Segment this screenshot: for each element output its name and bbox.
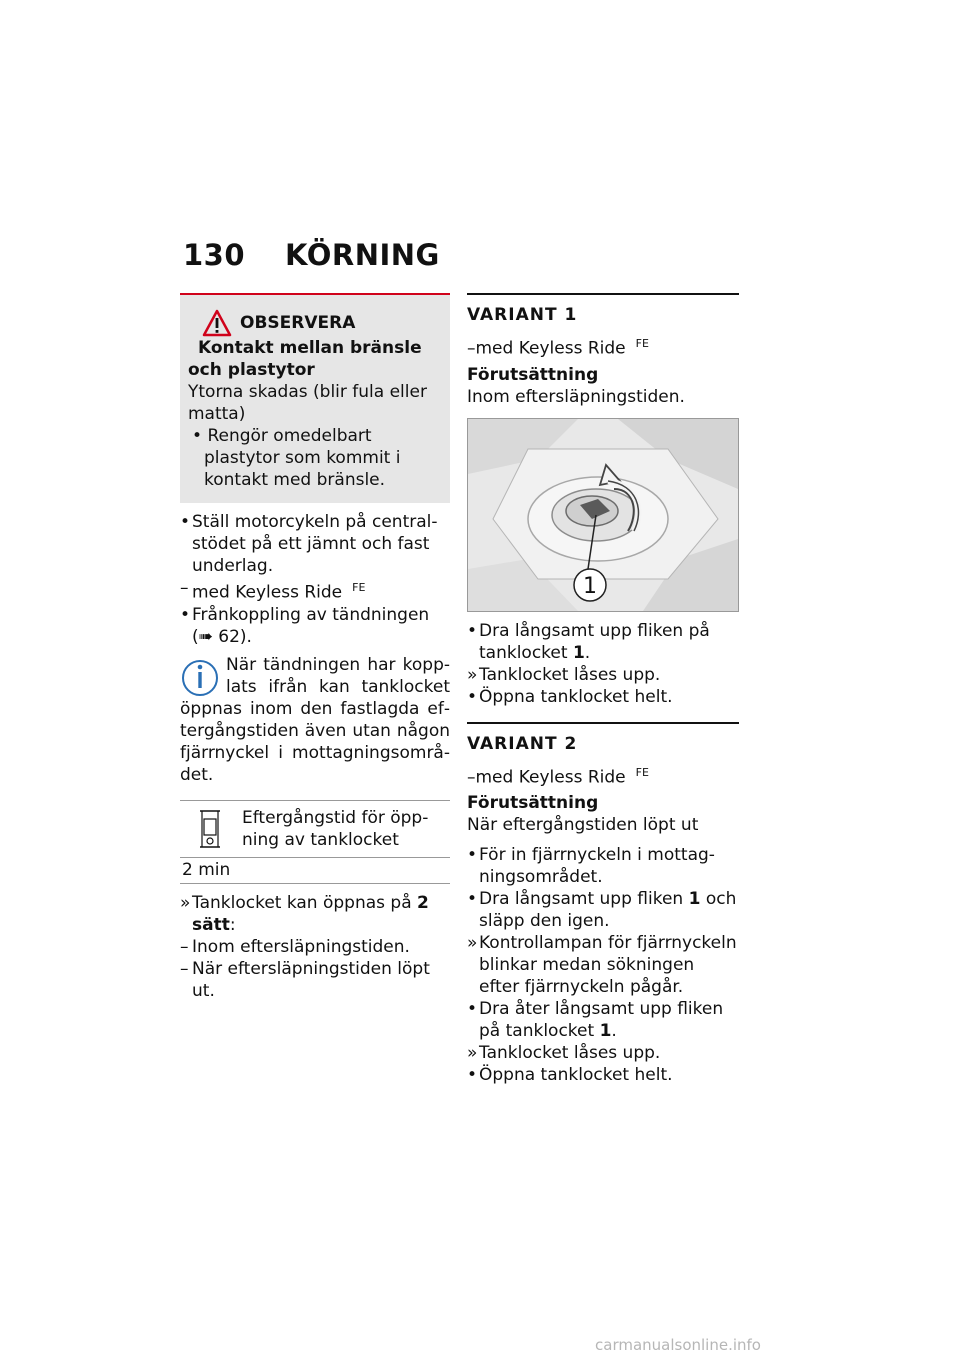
list-item [180,936,450,958]
spec-table [180,800,450,884]
item-text: Tanklocket låses upp. [479,664,661,685]
result-mark: » [467,933,478,954]
section-title: KÖRNING [285,238,440,272]
prereq-text: Inom eftersläpningstiden. [467,386,685,407]
list-item [467,932,739,998]
dash-mark: – [180,958,189,979]
item-after: . [584,642,591,663]
item-after: : [229,914,236,935]
item-text: För in fjärrnyckeln i mottagningsområdet. [479,845,715,888]
list-item [180,958,450,1002]
result-mark: » [180,892,191,913]
item-text: med Keyless Ride [192,582,343,603]
list-item [467,888,739,932]
list-item [467,998,739,1042]
prereq-label: Förutsättning [467,364,599,385]
variant2-body [467,762,739,837]
watermark: carmanualsonline.info [595,1336,761,1354]
variant1-body [467,333,739,408]
list-item [467,1042,739,1064]
list-item [467,664,739,686]
warning-bullet-text: Rengör omedelbart plastytor som kommit i kontakt med bränsle. [204,426,401,490]
result-mark: » [467,1043,478,1064]
item-bold: 1 [688,889,701,910]
item-text: När eftersläpningstiden löpt ut. [192,958,430,1001]
fuel-cap-illustration [468,419,738,611]
list-item [467,686,739,708]
list-item [180,604,450,648]
bullet-mark: • [467,845,478,866]
bullet-mark: • [467,999,478,1020]
info-text: När tändningen har kopplats ifrån kan tanklocket öppnas inom den fastlagda eftergångstiden även utan någon fjärrnyckel i mottagningsområdet. [180,654,450,785]
list-item [467,620,739,664]
warning-triangle-icon [202,309,232,337]
timer-spec-icon [194,807,238,851]
variant1-steps [467,620,739,708]
page-header [183,238,440,272]
dash-mark: – [180,936,189,957]
item-after: och släpp den igen. [479,889,737,932]
condition-text: –med Keyless Ride [467,338,626,359]
warning-text: Ytorna skadas (blir fula eller matta) [188,382,427,424]
list-item [180,577,450,604]
right-column [467,293,739,1086]
info-icon [180,654,222,698]
item-bold: 2 sätt [192,892,429,935]
condition-sup: FE [635,765,649,779]
item-text: Dra åter långsamt upp fliken på tanklocket [479,999,724,1042]
left-steps-2 [180,892,450,1002]
item-bold: 1 [572,642,585,663]
item-text: Dra långsamt upp fliken [479,889,689,910]
bullet-mark: • [180,512,191,532]
item-after: . [611,1021,617,1042]
item-text: Tanklocket kan öppnas på [192,892,418,913]
bullet-mark: • [467,1065,478,1086]
prereq-label: Förutsättning [467,793,599,814]
condition-text: –med Keyless Ride [467,767,626,788]
item-text: Inom eftersläpningstiden. [192,936,410,957]
bullet-mark: • [467,889,478,910]
item-bold: 1 [599,1021,612,1042]
item-sup: FE [352,581,366,594]
warning-box [180,293,450,503]
bullet-mark: • [467,686,478,707]
variant2-condition [467,762,739,789]
item-text: Ställ motorcykeln på centralstödet på ett jämnt och fast underlag. [192,512,438,576]
bullet-mark: • [467,620,478,641]
item-text: Öppna tanklocket helt. [479,1065,673,1086]
left-column [180,293,450,1002]
item-text: Dra långsamt upp fliken på tanklocket [479,620,710,663]
warning-bullet: • Rengör omedelbart plastytor som kommit i kontakt med bränsle. [192,426,401,490]
warning-heading: OBSERVERA [240,313,356,333]
condition-sup: FE [635,337,649,350]
item-text: Öppna tanklocket helt. [479,686,673,707]
warning-title: Kontakt mellan bränsle och plastytor [188,338,422,380]
item-text: Frånkoppling av tändningen (➠ 62). [192,604,430,647]
list-item [180,511,450,577]
spec-label-row [180,801,450,858]
spec-label: Eftergångstid för öppning av tanklocket [242,807,429,850]
spec-value: 2 min [180,858,450,884]
list-item [180,892,450,936]
variant1-heading: VARIANT 1 [467,293,739,325]
result-mark: » [467,664,478,685]
bullet-mark: • [180,604,191,625]
dash-mark: – [180,578,189,598]
item-text: Tanklocket låses upp. [479,1043,661,1064]
variant2-steps [467,844,739,1086]
warning-header [202,309,442,337]
prereq-text: När eftergångstiden löpt ut [467,815,699,836]
item-text: Kontrollampan för fjärrnyckeln blinkar medan sökningen efter fjärrnyckeln pågår. [479,933,737,998]
list-item [467,844,739,888]
variant1-condition [467,333,739,360]
info-note [180,654,450,786]
left-steps [180,511,450,648]
figure-callout-label: 1 [583,573,597,599]
fuel-cap-figure [467,418,739,612]
list-item [467,1064,739,1086]
variant2-heading: VARIANT 2 [467,722,739,754]
page-number: 130 [183,238,246,272]
